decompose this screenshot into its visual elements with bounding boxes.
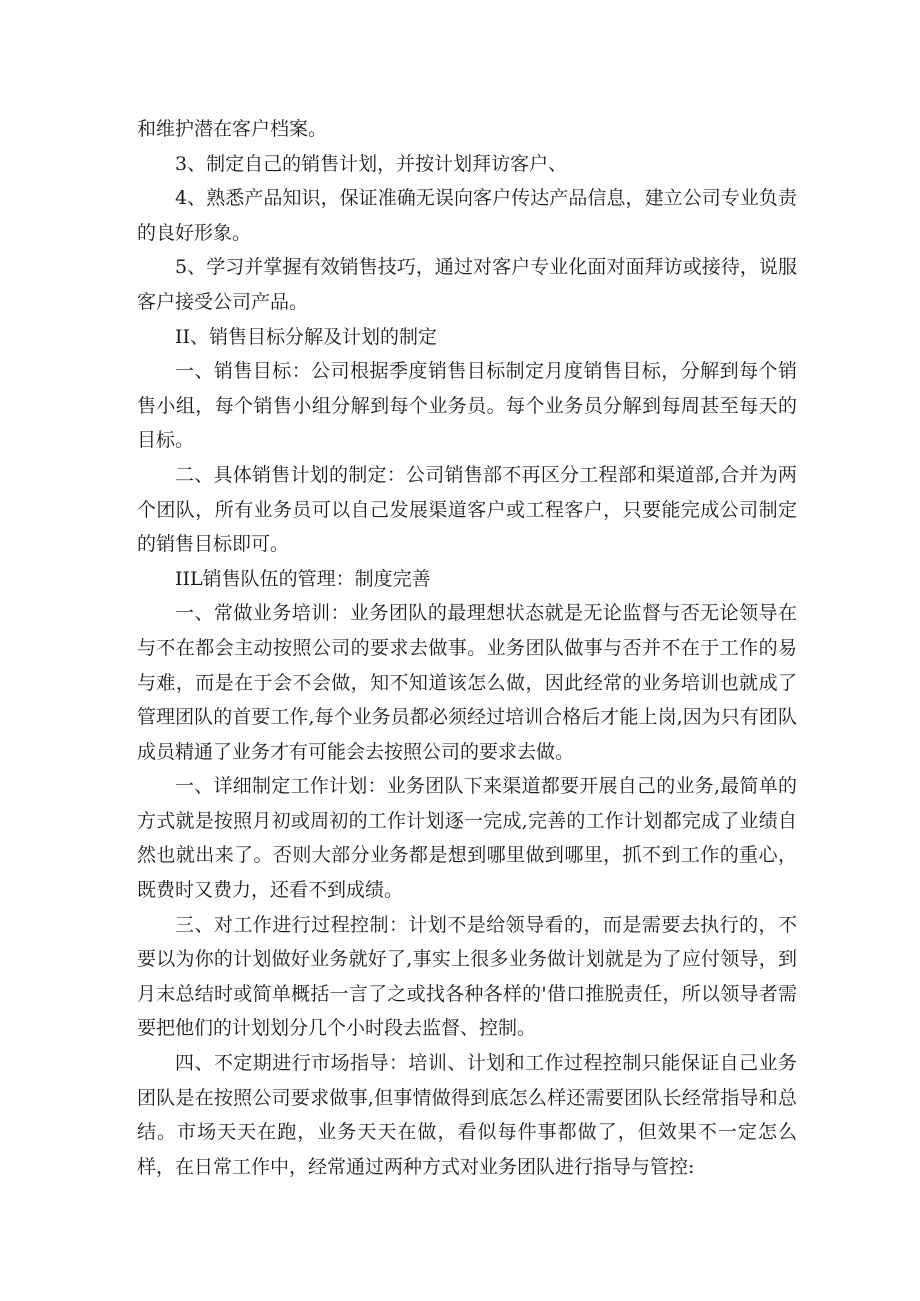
paragraph-item-3: 3、制定自己的销售计划，并按计划拜访客户、 [175,152,568,175]
section-heading-iii: IIL销售队伍的管理：制度完善 [175,567,431,590]
document-body [137,112,797,1184]
section-heading-ii: II、销售目标分解及计划的制定 [175,325,438,348]
paragraph-item-5: 5、学习并掌握有效销售技巧，通过对客户专业化面对面拜访或接待，说服客户接受公司产品。 [137,256,797,313]
paragraph-item-4: 4、熟悉产品知识，保证准确无误向客户传达产品信息，建立公司专业负责的良好形象。 [137,187,797,244]
paragraph-work-plan: 一、详细制定工作计划：业务团队下来渠道都要开展自己的业务,最简单的方式就是按照月初或周初的工作计划逐一完成,完善的工作计划都完成了业绩自然也就出来了。否则大部分业务都是想到哪里做到哪里，抓不到工作的重心，既费时又费力，还看不到成绩。 [137,775,797,902]
paragraph-training: 一、常做业务培训：业务团队的最理想状态就是无论监督与否无论领导在与不在都会主动按照公司的要求去做事。业务团队做事与否并不在于工作的易与难，而是在于会不会做，知不知道该怎么做，因此经常的业务培训也就成了管理团队的首要工作,每个业务员都必须经过培训合格后才能上岗,因为只有团队成员精通了业务才有可能会去按照公司的要求去做。 [137,602,797,763]
paragraph-sales-target: 一、销售目标：公司根据季度销售目标制定月度销售目标，分解到每个销售小组，每个销售小组分解到每个业务员。每个业务员分解到每周甚至每天的目标。 [137,360,797,452]
paragraph-sales-plan: 二、具体销售计划的制定：公司销售部不再区分工程部和渠道部,合并为两个团队，所有业务员可以自己发展渠道客户或工程客户，只要能完成公司制定的销售目标即可。 [137,463,797,556]
paragraph-market-guidance: 四、不定期进行市场指导：培训、计划和工作过程控制只能保证自己业务团队是在按照公司要求做事,但事情做得到底怎么样还需要团队长经常指导和总结。市场天天在跑，业务天天在做，看似每件事都做了，但效果不一定怎么样，在日常工作中，经常通过两种方式对业务团队进行指导与管控: [137,1052,797,1178]
paragraph-process-control: 三、对工作进行过程控制：计划不是给领导看的，而是需要去执行的，不要以为你的计划做好业务就好了,事实上很多业务做计划就是为了应付领导，到月末总结时或简单概括一言了之或找各种各样的'借口推脱责任，所以领导者需要把他们的计划划分几个小时段去监督、控制。 [137,913,797,1040]
paragraph-continuation: 和维护潜在客户档案。 [137,118,328,140]
